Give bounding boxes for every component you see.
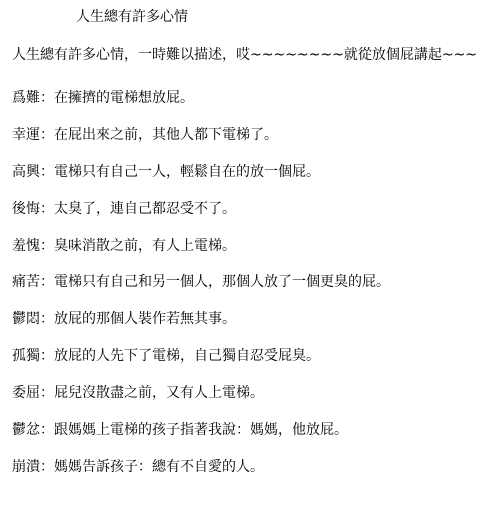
mood-separator: ： [40, 163, 54, 180]
mood-label: 後悔 [12, 200, 40, 217]
mood-text: 屁兒沒散盡之前，又有人上電梯。 [54, 385, 264, 402]
mood-entry [12, 421, 390, 458]
mood-separator: ： [40, 237, 54, 254]
document-title: 人生總有許多心情 [76, 9, 188, 25]
mood-label: 幸運 [12, 126, 40, 143]
mood-list [12, 89, 390, 495]
mood-entry [12, 163, 390, 200]
mood-separator: ： [40, 422, 54, 439]
mood-separator: ： [40, 90, 54, 106]
mood-separator: ： [40, 348, 54, 365]
mood-label: 委屈 [12, 385, 40, 402]
mood-separator: ： [40, 200, 54, 217]
mood-entry [12, 89, 390, 126]
mood-label: 痛苦 [12, 274, 40, 291]
mood-text: 放屁的那個人裝作若無其事。 [54, 311, 236, 328]
mood-separator: ： [40, 385, 54, 402]
intro-paragraph: 人生總有許多心情，一時難以描述，哎~~~~~~~~就從放個屁講起~~~ [12, 47, 478, 63]
mood-entry [12, 273, 390, 310]
mood-entry [12, 126, 390, 163]
mood-label: 羞愧 [12, 237, 40, 254]
mood-separator: ： [40, 311, 54, 328]
mood-text: 在擁擠的電梯想放屁。 [54, 90, 194, 106]
mood-text: 臭味消散之前，有人上電梯。 [54, 237, 236, 254]
mood-text: 電梯只有自己一人，輕鬆自在的放一個屁。 [54, 163, 320, 180]
mood-label: 爲難 [12, 90, 40, 106]
mood-entry [12, 458, 390, 495]
mood-entry [12, 384, 390, 421]
mood-separator: ： [40, 274, 54, 291]
mood-label: 鬱忿 [12, 422, 40, 439]
mood-entry [12, 237, 390, 274]
mood-text: 電梯只有自己和另一個人，那個人放了一個更臭的屁。 [54, 274, 390, 291]
mood-label: 崩潰 [12, 458, 40, 475]
mood-label: 孤獨 [12, 348, 40, 365]
mood-entry [12, 200, 390, 237]
mood-entry [12, 347, 390, 384]
mood-entry [12, 310, 390, 347]
mood-separator: ： [40, 458, 54, 475]
mood-text: 媽媽告訴孩子：總有不自愛的人。 [54, 458, 264, 475]
mood-text: 跟媽媽上電梯的孩子指著我說：媽媽，他放屁。 [54, 422, 348, 439]
mood-text: 太臭了，連自己都忍受不了。 [54, 200, 236, 217]
mood-text: 放屁的人先下了電梯，自己獨自忍受屁臭。 [54, 348, 320, 365]
mood-separator: ： [40, 126, 54, 143]
mood-text: 在屁出來之前，其他人都下電梯了。 [54, 126, 278, 143]
mood-label: 鬱悶 [12, 311, 40, 328]
mood-label: 高興 [12, 163, 40, 180]
